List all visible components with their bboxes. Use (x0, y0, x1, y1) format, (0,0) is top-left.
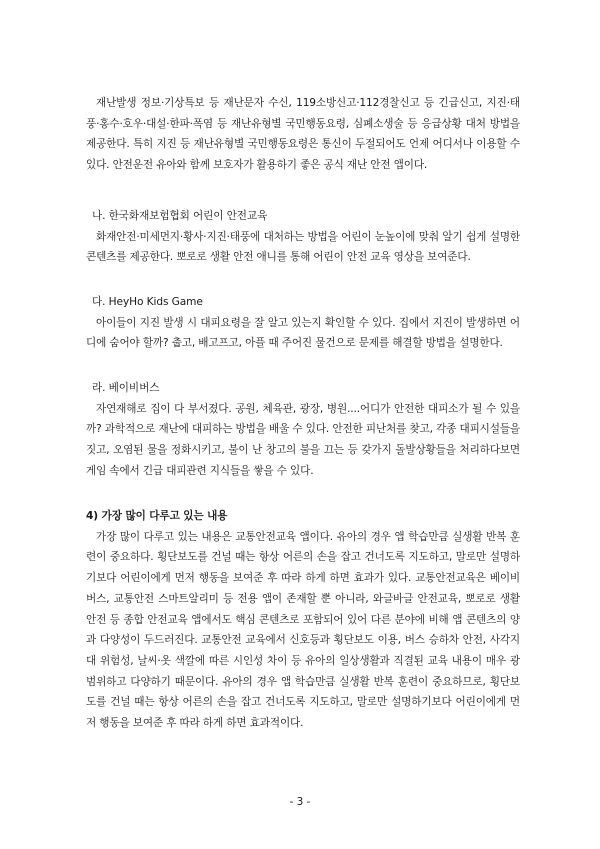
section-4-heading: 4) 가장 많이 다루고 있는 내용 (86, 510, 228, 522)
section-ra (86, 378, 520, 482)
section-na-heading: 나. 한국화재보험협회 어린이 안전교육 (92, 210, 268, 222)
section-4-paragraph: 가장 많이 다루고 있는 내용은 교통안전교육 앱이다. 유아의 경우 앱 학습만큼 실생활 반복 훈련이 중요하다. 횡단보도를 건널 때는 항상 어른의 손을 잡고 건너도록 지도하고, 말로만 설명하기보다 어린이에게 먼저 행동을 보여준 후 따라 하게 하면 효과가 있다. 교통안전교육은 베이비버스, 교통안전 스마트알리미 등 전용 앱이 존재할 뿐 아니라, 와글바글 안전교육, 뽀로로 생활 안전 등 종합 안전교육 앱에서도 핵심 콘텐츠로 포함되어 있어 다른 분야에 비해 앱 콘텐츠의 양과 다양성이 두드러진다. 교통안전 교육에서 신호등과 횡단보도 이용, 버스 승하차 안전, 사각지대 위험성, 날씨·옷 색깔에 따른 시인성 차이 등 유아의 일상생활과 직결된 교육 내용이 매우 광범위하고 다양하기 때문이다. 유아의 경우 앱 학습만큼 실생활 반복 훈련이 중요하므로, 횡단보도를 건널 때는 항상 어른의 손을 잡고 건너도록 지도하고, 말로만 설명하기보다 어린이에게 먼저 행동을 보여준 후 따라 하게 하면 효과적이다. (86, 530, 520, 730)
section-da-heading: 다. HeyHo Kids Game (92, 296, 203, 308)
section-na-paragraph: 화재안전·미세먼지·황사·지진·태풍에 대처하는 방법을 어린이 눈높이에 맞춰 알기 쉽게 설명한 콘텐츠를 제공한다. 뽀로로 생활 안전 애니를 통해 어린이 안전 교육 영상을 보여준다. (86, 230, 520, 264)
section-na (86, 206, 520, 268)
page-number: - 3 - (289, 796, 311, 808)
section-4 (86, 506, 520, 734)
section-da (86, 292, 520, 354)
intro-paragraph: 재난발생 정보·기상특보 등 재난문자 수신, 119소방신고·112경찰신고 등 긴급신고, 지진·태풍·홍수·호우·대설·한파·폭염 등 재난유형별 국민행동요령, 심폐소생술 등 응급상황 대처 방법을 제공한다. 특히 지진 등 재난유형별 국민행동요령은 통신이 두절되어도 언제 어디서나 이용할 수 있다. 안전운전 유아와 함께 보호자가 활용하기 좋은 공식 재난 안전 앱이다. (86, 97, 520, 172)
section-ra-heading: 라. 베이비버스 (92, 382, 160, 394)
section-da-paragraph: 아이들이 지진 발생 시 대피요령을 잘 알고 있는지 확인할 수 있다. 집에서 지진이 발생하면 어디에 숨어야 할까? 춥고, 배고프고, 아플 때 주어진 물건으로 문제를 해결할 방법을 설명한다. (86, 316, 520, 350)
intro-section (86, 93, 520, 176)
section-ra-paragraph: 자연재해로 집이 다 부서졌다. 공원, 체육관, 광장, 병원....어디가 안전한 대피소가 될 수 있을까? 과학적으로 재난에 대피하는 방법을 배울 수 있다. 안전한 피난처를 찾고, 각종 대피시설들을 짓고, 오염된 물을 정화시키고, 불이 난 창고의 불을 끄는 등 갖가지 돌발상황들을 처리하다보면 게임 속에서 긴급 대피관련 지식들을 쌓을 수 있다. (86, 402, 520, 477)
